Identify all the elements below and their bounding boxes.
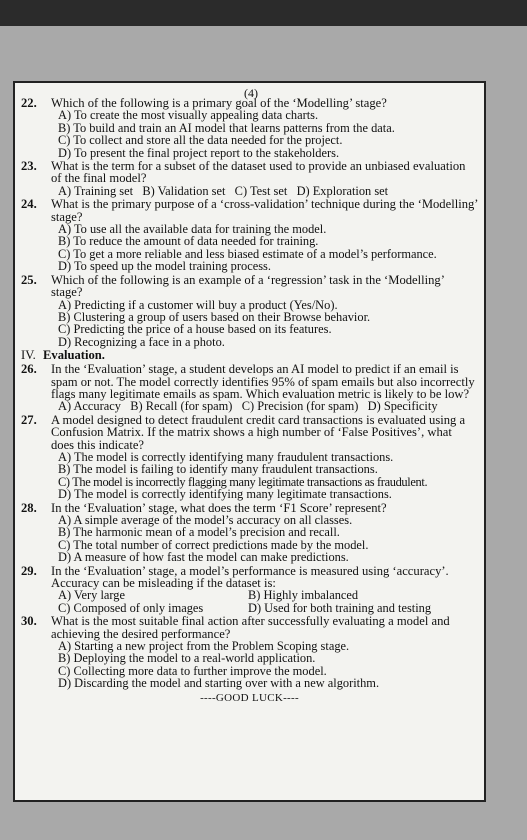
option: D) Used for both training and testing — [248, 600, 432, 615]
question-number: 26. — [21, 362, 37, 377]
option: D) To speed up the model training process. — [58, 259, 271, 274]
option: B) Clustering a group of users based on their Browse behavior. — [58, 309, 371, 324]
question-text: In the ‘Evaluation’ stage, what does the term ‘F1 Score’ represent? — [51, 500, 387, 515]
option: A) Predicting if a customer will buy a product (Yes/No). — [58, 297, 338, 312]
option: D) Recognizing a face in a photo. — [58, 334, 225, 349]
question-text: Which of the following is a primary goal of the ‘Modelling’ stage? — [51, 96, 387, 110]
question-28 — [21, 502, 478, 564]
question-text: In the ‘Evaluation’ stage, a model’s performance is measured using ‘accuracy’. Accuracy can be misleading if the dataset is: — [51, 563, 449, 591]
question-number: 28. — [21, 500, 37, 515]
option: D) Discarding the model and starting over with a new algorithm. — [58, 676, 380, 691]
top-bar — [0, 0, 527, 26]
question-22 — [21, 97, 478, 159]
option: D) The model is correctly identifying many legitimate transactions. — [58, 487, 392, 502]
question-text: A model designed to detect fraudulent credit card transactions is evaluated using a Confusion Matrix. If the matrix shows a high number of ‘False Positives’, what does this indicate? — [51, 412, 466, 452]
question-30 — [21, 615, 478, 689]
question-25 — [21, 274, 478, 348]
question-text: What is the term for a subset of the dataset used to provide an unbiased evaluation of the final model? — [51, 159, 466, 186]
option: C) To get a more reliable and less biased estimate of a model’s performance. — [58, 246, 437, 261]
question-27 — [21, 414, 478, 501]
option: A) Starting a new project from the Problem Scoping stage. — [58, 639, 350, 654]
options-inline: A) Training set B) Validation set C) Test set D) Exploration set — [58, 183, 389, 198]
question-paper — [13, 81, 486, 802]
option: D) To present the final project report to the stakeholders. — [58, 145, 340, 160]
option: A) To create the most visually appealing data charts. — [58, 108, 319, 123]
question-23 — [21, 160, 478, 197]
good-luck-footer: ----GOOD LUCK---- — [200, 691, 299, 704]
option: C) To collect and store all the data needed for the project. — [58, 133, 343, 148]
option: D) A measure of how fast the model can make predictions. — [58, 550, 349, 565]
option: C) The total number of correct predictions made by the model. — [58, 537, 369, 552]
question-number: 29. — [21, 563, 37, 578]
option: A) The model is correctly identifying many fraudulent transactions. — [58, 449, 394, 464]
option: C) Predicting the price of a house based on its features. — [58, 322, 332, 337]
option: A) Very large — [58, 588, 125, 603]
question-text: Which of the following is an example of a ‘regression’ task in the ‘Modelling’ stage? — [51, 272, 444, 300]
options-inline: A) Accuracy B) Recall (for spam) C) Precision (for spam) D) Specificity — [58, 399, 438, 414]
option: B) The harmonic mean of a model’s precision and recall. — [58, 525, 340, 540]
option: A) To use all the available data for training the model. — [58, 222, 327, 237]
question-26 — [21, 363, 478, 413]
question-number: 24. — [21, 197, 37, 212]
section-title: Evaluation. — [43, 348, 105, 363]
option: C) The model is incorrectly flagging many legitimate transactions as fraudulent. — [58, 474, 428, 489]
question-text: What is the most suitable final action after successfully evaluating a model and achieving the desired performance? — [51, 614, 450, 641]
option: C) Collecting more data to further improve the model. — [58, 663, 327, 678]
question-29 — [21, 565, 478, 615]
section-heading — [21, 349, 478, 362]
option: B) The model is failing to identify many fraudulent transactions. — [58, 462, 378, 477]
option: C) Composed of only images — [58, 600, 204, 615]
option: A) A simple average of the model’s accuracy on all classes. — [58, 513, 353, 527]
question-number: 22. — [21, 96, 37, 110]
question-number: 27. — [21, 412, 37, 427]
question-number: 25. — [21, 272, 37, 287]
option: B) To reduce the amount of data needed for training. — [58, 234, 319, 249]
option: B) Deploying the model to a real-world application. — [58, 651, 316, 666]
question-number: 30. — [21, 614, 37, 629]
page-number: (4) — [244, 86, 258, 100]
option: B) To build and train an AI model that learns patterns from the data. — [58, 120, 395, 135]
options-grid — [21, 589, 478, 614]
section-number: IV. — [21, 348, 36, 363]
option: B) Highly imbalanced — [248, 588, 359, 603]
question-24 — [21, 198, 478, 272]
question-number: 23. — [21, 159, 37, 174]
question-text: In the ‘Evaluation’ stage, a student develops an AI model to predict if an email is spam or not. The model correctly identifies 95% of spam emails but also incorrectly flags many legitimate emails as spam. Which evaluation metric is likely to be low? — [51, 362, 475, 401]
question-text: What is the primary purpose of a ‘cross-validation’ technique during the ‘Modelling’ stage? — [51, 197, 478, 224]
